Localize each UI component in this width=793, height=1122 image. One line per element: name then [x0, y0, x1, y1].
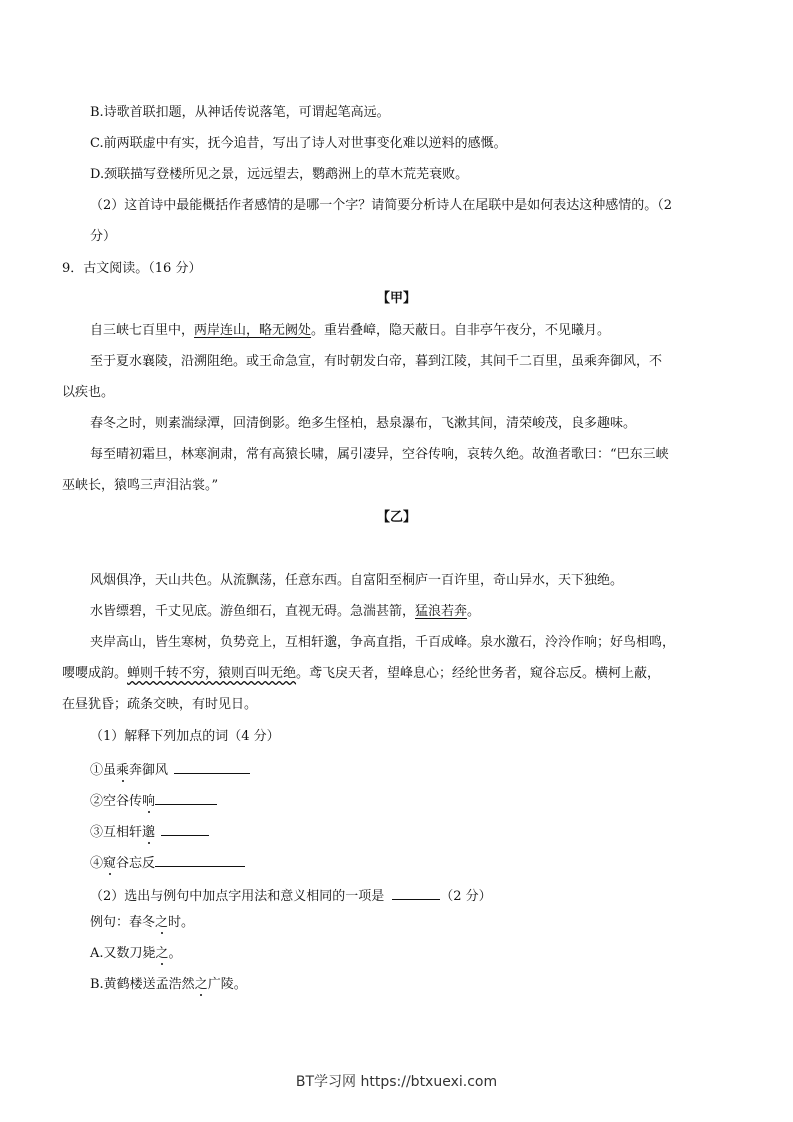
- answer-blank-4[interactable]: [155, 852, 245, 867]
- dotted-char: 之: [155, 915, 169, 930]
- answer-blank-5[interactable]: [392, 885, 440, 900]
- yi-wavy-underlined-phrase: 蝉则千转不穷，猿则百叫无绝: [127, 666, 297, 681]
- jia-underlined-phrase: 两岸连山，略无阙处: [194, 323, 312, 338]
- yi-paragraph-2: 水皆缥碧，千丈见底。游鱼细石，直视无碍。急湍甚箭，猛浪若奔。: [90, 604, 481, 619]
- jia-paragraph-2-line-2: 以疾也。: [62, 385, 115, 400]
- sub-question-1-item-3: ③互相轩邈: [90, 821, 209, 842]
- question-2-line-2: 分）: [90, 229, 117, 244]
- jia-paragraph-2-line-1: 至于夏水襄陵，沿溯阻绝。或王命急宣，有时朝发白帝，暮到江陵，其间千二百里，虽乘奔御风，不: [90, 354, 663, 369]
- yi-paragraph-1: 风烟俱净，天山共色。从流飘荡，任意东西。自富阳至桐庐一百许里，奇山异水，天下独绝。: [90, 573, 624, 588]
- option-b-2: B.黄鹤楼送孟浩然之广陵。: [90, 977, 247, 992]
- dotted-char: 窥: [103, 856, 117, 871]
- question-2-line-1: （2）这首诗中最能概括作者感情的是哪一个字？请简要分析诗人在尾联中是如何表达这种感情的。（2: [90, 198, 673, 213]
- yi-underlined-phrase: 猛浪若奔: [415, 604, 468, 619]
- example-sentence: 例句：春冬之时。: [90, 915, 195, 930]
- yi-paragraph-3-line-3: 在昼犹昏；疏条交映，有时见日。: [62, 697, 258, 712]
- yi-paragraph-3-line-2: 嘤嘤成韵。蝉则千转不穷，猿则百叫无绝。鸢飞戾天者，望峰息心；经纶世务者，窥谷忘反。横柯上蔽，: [62, 666, 661, 681]
- option-c: C.前两联虚中有实，抚今追昔，写出了诗人对世事变化难以逆料的感慨。: [90, 136, 507, 151]
- passage-jia-heading: 【甲】: [376, 291, 416, 306]
- sub-question-1-item-4: ④窥谷忘反: [90, 852, 245, 873]
- yi-paragraph-3-line-1: 夹岸高山，皆生寒树，负势竞上，互相轩邈，争高直指，千百成峰。泉水激石，泠泠作响；好鸟相鸣，: [90, 635, 676, 650]
- question-9-title: 9．古文阅读。（16 分）: [62, 261, 202, 276]
- jia-paragraph-1: 自三峡七百里中，两岸连山，略无阙处。重岩叠嶂，隐天蔽日。自非亭午夜分，不见曦月。: [90, 323, 611, 338]
- jia-paragraph-3: 春冬之时，则素湍绿潭，回清倒影。绝多生怪柏，悬泉瀑布，飞漱其间，清荣峻茂，良多趣味。: [90, 416, 637, 431]
- footer-watermark: BT学习网 https://btxuexi.com: [295, 1074, 498, 1090]
- sub-question-1-item-1: ①虽乘奔御风: [90, 759, 250, 780]
- answer-blank-2[interactable]: [155, 790, 217, 805]
- answer-blank-3[interactable]: [161, 821, 209, 836]
- sub-question-1-title: （1）解释下列加点的词（4 分）: [90, 729, 280, 744]
- answer-blank-1[interactable]: [174, 759, 250, 774]
- dotted-char: 乘: [116, 763, 130, 778]
- dotted-char: 之: [194, 977, 208, 992]
- option-d: D.颈联描写登楼所见之景，远远望去，鹦鹉洲上的草木荒芜衰败。: [90, 167, 469, 182]
- dotted-char: 邈: [142, 825, 156, 840]
- jia-paragraph-4-line-2: 巫峡长，猿鸣三声泪沾裳。”: [62, 478, 219, 493]
- sub-question-2-title: （2）选出与例句中加点字用法和意义相同的一项是 （2 分）: [90, 885, 492, 906]
- sub-question-1-item-2: ②空谷传响: [90, 790, 217, 811]
- option-b: B.诗歌首联扣题，从神话传说落笔，可谓起笔高远。: [90, 105, 390, 120]
- dotted-char: 响: [142, 794, 156, 809]
- jia-paragraph-4-line-1: 每至晴初霜旦，林寒涧肃，常有高猿长啸，属引凄异，空谷传响，哀转久绝。故渔者歌曰：“巴东三峡: [90, 447, 669, 462]
- option-a: A.又数刀毙之。: [90, 946, 182, 961]
- passage-yi-heading: 【乙】: [376, 510, 416, 525]
- dotted-char: 之: [155, 946, 169, 961]
